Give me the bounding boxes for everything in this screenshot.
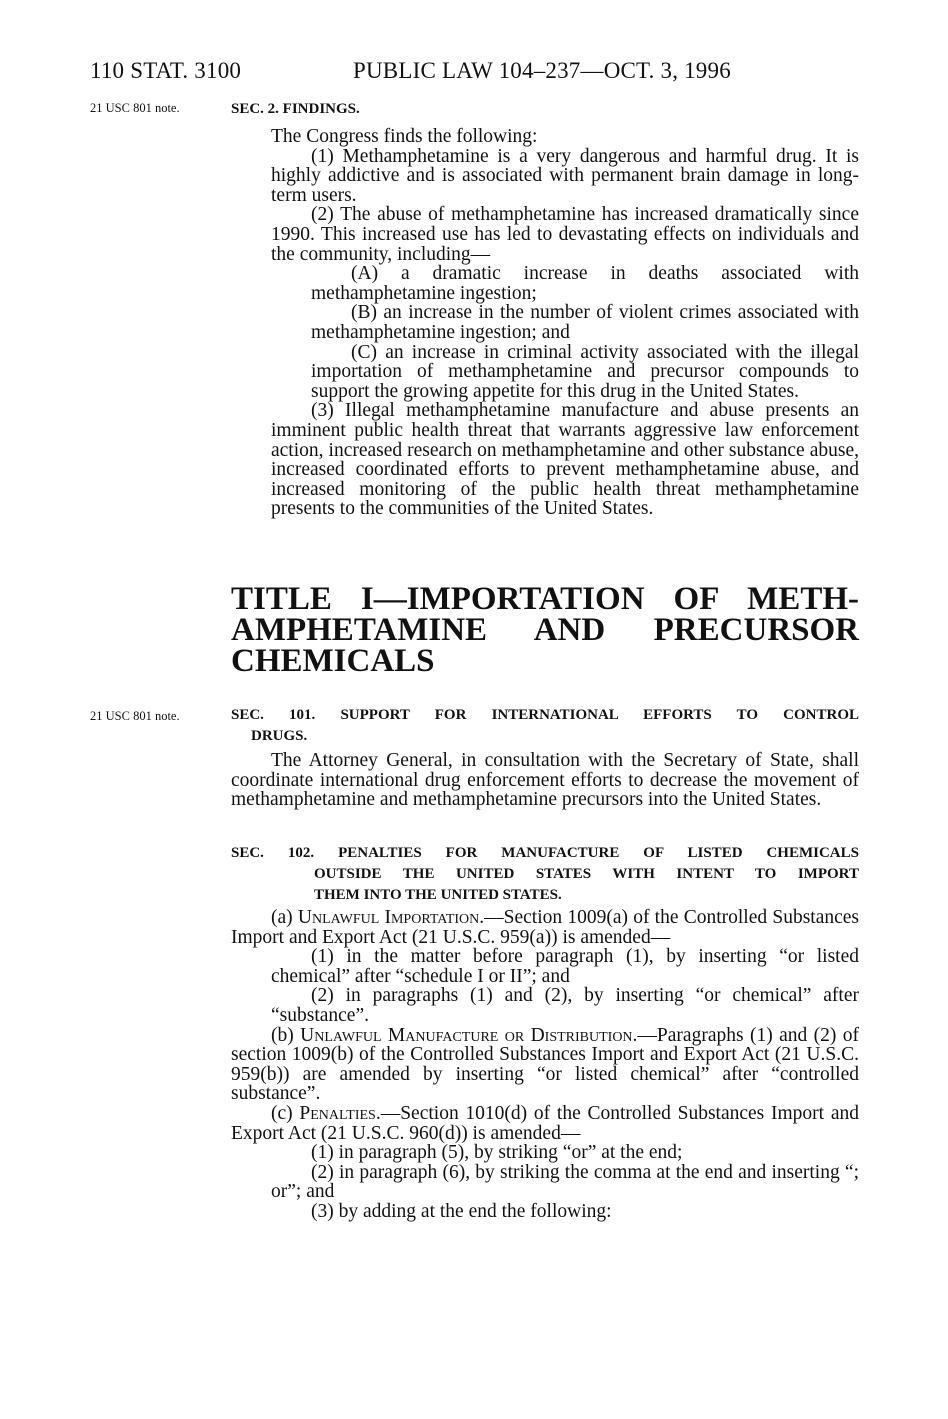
subsection-b-text: —Paragraphs (1) and (2) of section 1009(b) of the Controlled Substances Import and Export Act (21 U.S.C. 959(b)) are amended by inserting “or listed chemical” after “controlled substance”. bbox=[231, 1024, 859, 1105]
subsection-a-label: (a) bbox=[271, 907, 298, 928]
sec101-heading-line2: DRUGS. bbox=[251, 728, 308, 744]
sec101-heading-line1: SEC. 101. SUPPORT FOR INTERNATIONAL EFFORTS TO CONTROL bbox=[231, 707, 859, 723]
subsection-a-2: (2) in paragraphs (1) and (2), by inserting “or chemical” after “substance”. bbox=[271, 985, 859, 1026]
subsection-c-caption: Penalties. bbox=[299, 1102, 381, 1124]
subsection-c-3: (3) by adding at the end the following: bbox=[311, 1200, 612, 1222]
subsection-b bbox=[231, 1026, 859, 1104]
subsection-c-label: (c) bbox=[271, 1102, 300, 1124]
title-line-1: TITLE I—IMPORTATION OF METH- bbox=[231, 581, 859, 617]
sec2-heading: SEC. 2. FINDINGS. bbox=[231, 101, 360, 117]
sec102-heading-line1: SEC. 102. PENALTIES FOR MANUFACTURE OF LISTED CHEMICALS bbox=[231, 845, 859, 861]
finding-2c: (C) an increase in criminal activity associated with the illegal importation of methamphetamine and precursor compounds to support the growing appetite for this drug in the United States. bbox=[311, 341, 859, 402]
sec2-intro: The Congress finds the following: bbox=[271, 126, 538, 147]
subsection-b-label: (b) bbox=[271, 1024, 301, 1046]
finding-2: (2) The abuse of methamphetamine has increased dramatically since 1990. This increased use has led to devastating effects on individuals and the community, including— bbox=[271, 204, 859, 265]
running-head: PUBLIC LAW 104–237—OCT. 3, 1996 bbox=[353, 58, 731, 83]
margin-note-sec101: 21 USC 801 note. bbox=[90, 709, 180, 723]
finding-2a: (A) a dramatic increase in deaths associated with methamphetamine ingestion; bbox=[311, 263, 859, 304]
subsection-c bbox=[231, 1104, 859, 1143]
title-line-3: CHEMICALS bbox=[231, 643, 435, 679]
folio: 110 STAT. 3100 bbox=[90, 58, 242, 83]
subsection-c-text: —Section 1010(d) of the Controlled Substances Import and Export Act (21 U.S.C. 960(d)) is amended— bbox=[231, 1102, 859, 1144]
sec101-heading bbox=[231, 705, 859, 747]
subsection-a bbox=[231, 908, 859, 947]
subsection-c-2: (2) in paragraph (6), by striking the comma at the end and inserting “; or”; and bbox=[271, 1161, 859, 1203]
subsection-a-caption: Unlawful Importation. bbox=[297, 907, 485, 928]
sec102-body bbox=[231, 908, 859, 1222]
sec102-heading-line3: THEM INTO THE UNITED STATES. bbox=[314, 887, 562, 903]
sec102-heading-line2: OUTSIDE THE UNITED STATES WITH INTENT TO IMPORT bbox=[314, 866, 859, 882]
finding-1: (1) Methamphetamine is a very dangerous and harmful drug. It is highly addictive and is associated with permanent brain damage in long-term users. bbox=[271, 145, 859, 206]
title-line-2: AMPHETAMINE AND PRECURSOR bbox=[231, 612, 859, 648]
finding-2b: (B) an increase in the number of violent crimes associated with methamphetamine ingestion; and bbox=[311, 302, 859, 343]
subsection-a-1: (1) in the matter before paragraph (1), by inserting “or listed chemical” after “schedule I or II”; and bbox=[271, 946, 859, 987]
title-heading bbox=[231, 581, 859, 679]
sec101-text: The Attorney General, in consultation with the Secretary of State, shall coordinate international drug enforcement efforts to decrease the movement of methamphetamine and methamphetamine precursors into the United States. bbox=[231, 750, 859, 811]
margin-note-sec2: 21 USC 801 note. bbox=[90, 101, 180, 115]
sec2-body bbox=[271, 127, 859, 519]
sec102-heading bbox=[231, 843, 859, 906]
sec101-body bbox=[231, 751, 859, 810]
subsection-b-caption: Unlawful Manufacture or Distribution. bbox=[300, 1024, 638, 1046]
finding-3: (3) Illegal methamphetamine manufacture and abuse presents an imminent public health threat that warrants aggressive law enforcement action, increased research on methamphetamine and other substance abuse, increased coordinated efforts to prevent methamphetamine abuse, and increased monitoring of the public health threat methamphetamine presents to the communities of the United States. bbox=[271, 400, 859, 520]
subsection-a-text: —Section 1009(a) of the Controlled Substances Import and Export Act (21 U.S.C. 959(a)) is amended— bbox=[231, 907, 860, 948]
subsection-c-1: (1) in paragraph (5), by striking “or” at the end; bbox=[311, 1142, 683, 1164]
